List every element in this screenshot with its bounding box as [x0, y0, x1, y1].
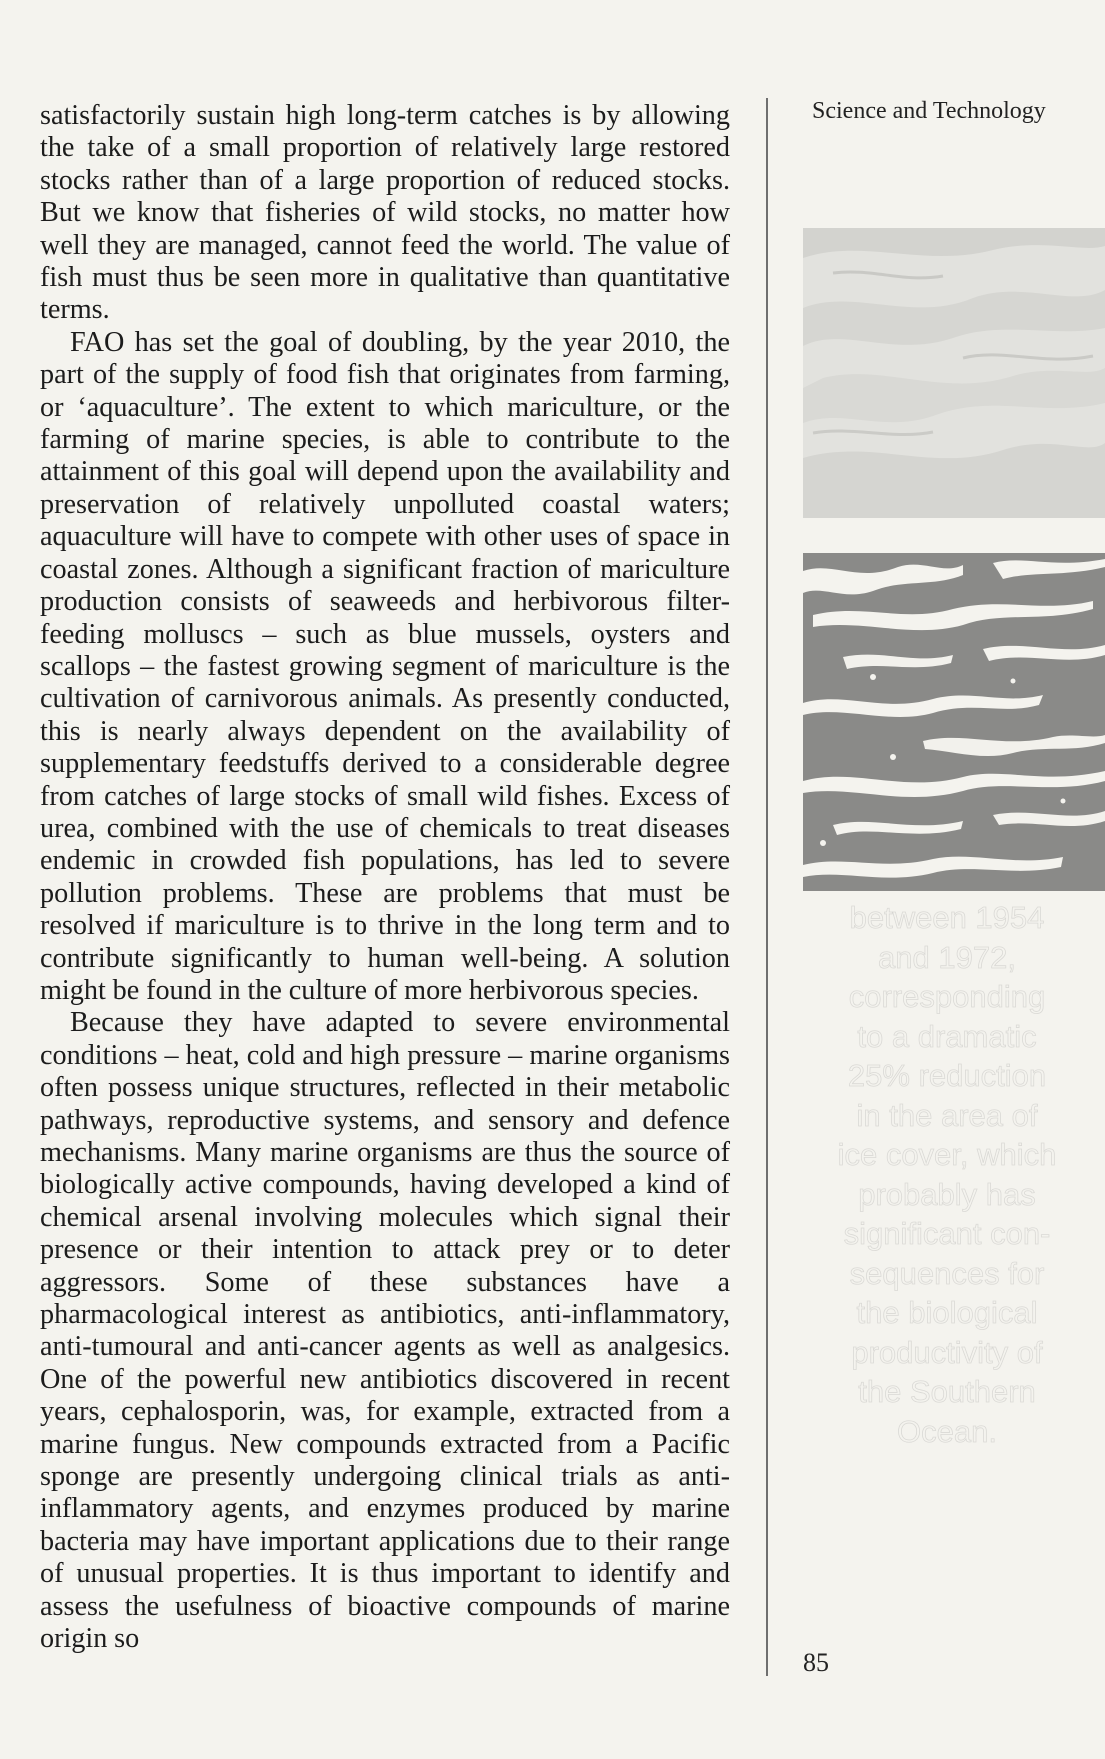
faint-ocean-wave-icon — [803, 228, 1105, 518]
sidebar-line: 25% reduction — [847, 1058, 1047, 1093]
sidebar-line: probably has — [858, 1176, 1036, 1212]
sidebar-line: and 1972, — [878, 939, 1016, 975]
sidebar-line: ice cover, which — [837, 1137, 1057, 1172]
sidebar-line: the biological — [856, 1295, 1038, 1330]
paragraph-2: FAO has set the goal of doubling, by the year 2010, the part of the supply of food fish that originates from farming, or ‘aquaculture’. The extent to which mariculture, or the farming of marine species, is able to contribute to the attainment of this goal will depend upon the availability and preservation of relatively unpolluted coastal waters; aquaculture will have to compete with other uses of space in coastal zones. Although a significant fraction of mariculture production consists of seaweeds and herbivorous filter-feeding molluscs – such as blue mussels, oysters and scallops – the fastest growing segment of mariculture is the cultivation of carnivorous animals. As presently conducted, this is nearly always dependent on the availability of supplementary feedstuffs derived to a considerable degree from catches of large stocks of small wild fishes. Excess of urea, combined with the use of chemicals to treat diseases endemic in crowded fish populations, has led to severe pollution problems. These are problems that must be resolved if mariculture is to thrive in the long term and to contribute significantly to human well-being. A solution might be found in the culture of more herbivorous species. — [40, 326, 730, 1006]
paragraph-1: satisfactorily sustain high long-term catches is by allowing the take of a small proportion of relatively large restored stocks rather than of a large proportion of reduced stocks. But we know that fisheries of wild stocks, no matter how well they are managed, cannot feed the world. The value of fish must thus be seen more in qualitative than quantitative terms. — [40, 100, 730, 326]
sidebar-line: productivity of — [851, 1334, 1043, 1370]
sidebar-line: in the area of — [856, 1097, 1038, 1133]
sidebar-line: between 1954 — [849, 900, 1045, 935]
sidebar-line: to a dramatic — [857, 1018, 1037, 1054]
sidebar-line: sequences for — [849, 1255, 1045, 1291]
paragraph-3: Because they have adapted to severe environmental conditions – heat, cold and high pressure – marine organisms often possess unique structures, reflected in their metabolic pathways, reproductive systems, and sensory and defence mechanisms. Many marine organisms are thus the source of biologically active compounds, having developed a kind of chemical arsenal involving molecules which signal their presence or their intention to attack prey or to deter aggressors. Some of these substances have a pharmacological interest as antibiotics, anti-inflammatory, anti-tumoural and anti-cancer agents as well as analgesics. One of the powerful new antibiotics discovered in recent years, cephalosporin, was, for example, extracted from a marine fungus. New compounds extracted from a Pacific sponge are presently undergoing clinical trials as anti-inflammatory agents, and enzymes produced by marine bacteria may have important applications due to their range of unusual properties. It is thus important to identify and assess the usefulness of bioactive compounds of marine origin so — [40, 1007, 730, 1655]
sidebar-line: Ocean. — [897, 1413, 997, 1449]
sidebar-show-through-text — [812, 898, 1082, 1451]
main-text-column — [40, 100, 730, 1656]
column-divider — [766, 98, 768, 1676]
page-number: 85 — [803, 1648, 829, 1677]
running-head: Science and Technology — [812, 98, 1046, 124]
sidebar-line: the Southern — [858, 1374, 1036, 1409]
sidebar-line: significant con- — [843, 1216, 1051, 1251]
dark-ocean-wave-icon — [803, 553, 1105, 891]
sidebar-line: corresponding — [848, 979, 1046, 1014]
